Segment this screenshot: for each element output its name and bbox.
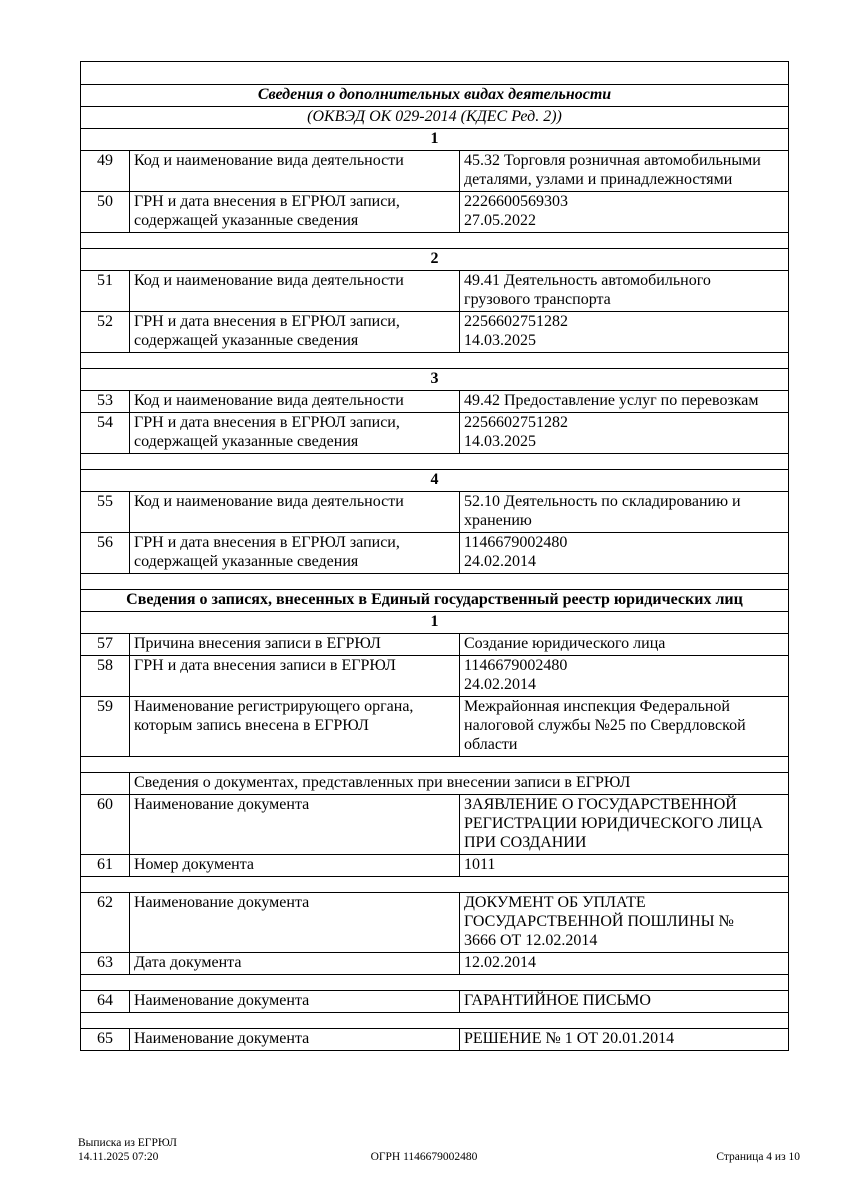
value-line: 49.42 Предоставление услуг по перевозкам bbox=[464, 392, 759, 409]
value-line: Межрайонная инспекция Федеральной bbox=[464, 698, 730, 715]
value-line: ГАРАНТИЙНОЕ ПИСЬМО bbox=[464, 992, 651, 1009]
label-line: Наименование регистрирующего органа, bbox=[134, 698, 414, 715]
table-row bbox=[81, 1029, 789, 1051]
spacer-cell bbox=[81, 233, 789, 249]
value-line: 24.02.2014 bbox=[464, 676, 536, 693]
row-label-cell bbox=[130, 634, 460, 656]
value-line: 52.10 Деятельность по складированию и bbox=[464, 493, 741, 510]
table-row bbox=[81, 413, 789, 454]
value-line: ГОСУДАРСТВЕННОЙ ПОШЛИНЫ № bbox=[464, 913, 734, 930]
spacer-cell bbox=[81, 877, 789, 893]
spacer-row bbox=[81, 233, 789, 249]
label-line: ГРН и дата внесения в ЕГРЮЛ записи, bbox=[134, 534, 400, 551]
label-line: Наименование документа bbox=[134, 1030, 310, 1047]
block-number-row bbox=[81, 369, 789, 391]
label-line: Наименование документа bbox=[134, 894, 310, 911]
label-line: содержащей указанные сведения bbox=[134, 212, 359, 229]
row-value-cell bbox=[460, 656, 789, 697]
spacer-row bbox=[81, 62, 789, 85]
row-label-cell bbox=[130, 893, 460, 953]
row-number-cell: 63 bbox=[81, 953, 130, 975]
section-header-row bbox=[81, 107, 789, 129]
block-number-row bbox=[81, 249, 789, 271]
block-number: 2 bbox=[81, 249, 789, 271]
value-line: деталями, узлами и принадлежностями bbox=[464, 171, 733, 188]
block-number: 1 bbox=[81, 129, 789, 151]
footer-page-number: Страница 4 из 10 bbox=[716, 1151, 800, 1163]
value-line: 2256602751282 bbox=[464, 313, 568, 330]
label-line: которым запись внесена в ЕГРЮЛ bbox=[134, 717, 369, 734]
label-line: содержащей указанные сведения bbox=[134, 553, 359, 570]
spacer-cell bbox=[81, 454, 789, 470]
label-line: ГРН и дата внесения в ЕГРЮЛ записи, bbox=[134, 313, 400, 330]
value-line: 24.02.2014 bbox=[464, 553, 536, 570]
value-line: 3666 ОТ 12.02.2014 bbox=[464, 932, 598, 949]
row-label-cell bbox=[130, 533, 460, 574]
section-header-row bbox=[81, 85, 789, 107]
label-line: ГРН и дата внесения записи в ЕГРЮЛ bbox=[134, 657, 396, 674]
table-row bbox=[81, 795, 789, 855]
row-value-cell bbox=[460, 953, 789, 975]
row-number-cell: 57 bbox=[81, 634, 130, 656]
label-line: ГРН и дата внесения в ЕГРЮЛ записи, bbox=[134, 193, 400, 210]
row-number-cell: 54 bbox=[81, 413, 130, 454]
value-line: налоговой службы №25 по Свердловской bbox=[464, 717, 746, 734]
footer-ogrn: ОГРН 1146679002480 bbox=[370, 1151, 478, 1163]
row-value-cell bbox=[460, 893, 789, 953]
row-number-cell: 61 bbox=[81, 855, 130, 877]
label-line: содержащей указанные сведения bbox=[134, 433, 359, 450]
table-row bbox=[81, 312, 789, 353]
row-number-cell: 62 bbox=[81, 893, 130, 953]
value-line: 2256602751282 bbox=[464, 414, 568, 431]
spacer-row bbox=[81, 975, 789, 991]
row-number-cell: 55 bbox=[81, 492, 130, 533]
row-label-cell bbox=[130, 192, 460, 233]
value-line: РЕГИСТРАЦИИ ЮРИДИЧЕСКОГО ЛИЦА bbox=[464, 815, 763, 832]
table-row bbox=[81, 151, 789, 192]
row-number-cell: 53 bbox=[81, 391, 130, 413]
spacer-row bbox=[81, 454, 789, 470]
value-line: 12.02.2014 bbox=[464, 954, 536, 971]
spacer-cell bbox=[81, 757, 789, 773]
row-value-cell bbox=[460, 1029, 789, 1051]
spacer-row bbox=[81, 757, 789, 773]
table-row bbox=[81, 697, 789, 757]
label-line: Наименование документа bbox=[134, 992, 310, 1009]
row-value-cell bbox=[460, 312, 789, 353]
table-row bbox=[81, 855, 789, 877]
spacer-cell bbox=[81, 62, 789, 85]
row-number-cell: 65 bbox=[81, 1029, 130, 1051]
value-line: РЕШЕНИЕ № 1 ОТ 20.01.2014 bbox=[464, 1030, 675, 1047]
table-row bbox=[81, 192, 789, 233]
value-line: 1146679002480 bbox=[464, 657, 568, 674]
footer-extract-datetime: 14.11.2025 07:20 bbox=[78, 1151, 159, 1163]
value-line: 45.32 Торговля розничная автомобильными bbox=[464, 152, 761, 169]
row-value-cell bbox=[460, 697, 789, 757]
row-label-cell bbox=[130, 855, 460, 877]
spacer-cell bbox=[81, 975, 789, 991]
row-number-cell: 59 bbox=[81, 697, 130, 757]
egrul-extract-table bbox=[80, 61, 789, 1051]
table-row bbox=[81, 271, 789, 312]
row-value-cell bbox=[460, 271, 789, 312]
block-number: 3 bbox=[81, 369, 789, 391]
value-line: 2226600569303 bbox=[464, 193, 568, 210]
label-line: Причина внесения записи в ЕГРЮЛ bbox=[134, 635, 381, 652]
label-line: Код и наименование вида деятельности bbox=[134, 392, 404, 409]
spacer-cell bbox=[81, 353, 789, 369]
value-line: области bbox=[464, 736, 518, 753]
table-row bbox=[81, 953, 789, 975]
row-number-cell bbox=[81, 773, 130, 795]
value-line: 14.03.2025 bbox=[464, 332, 536, 349]
subsection-title: Сведения о документах, представленных при внесении записи в ЕГРЮЛ bbox=[130, 773, 789, 795]
spacer-row bbox=[81, 1013, 789, 1029]
label-line: Код и наименование вида деятельности bbox=[134, 493, 404, 510]
spacer-row bbox=[81, 353, 789, 369]
row-value-cell bbox=[460, 795, 789, 855]
table-row bbox=[81, 533, 789, 574]
value-line: ПРИ СОЗДАНИИ bbox=[464, 834, 587, 851]
footer-extract-title: Выписка из ЕГРЮЛ bbox=[78, 1137, 177, 1149]
row-number-cell: 52 bbox=[81, 312, 130, 353]
value-line: 1011 bbox=[464, 856, 496, 873]
spacer-cell bbox=[81, 1013, 789, 1029]
row-number-cell: 58 bbox=[81, 656, 130, 697]
spacer-row bbox=[81, 574, 789, 590]
row-value-cell bbox=[460, 991, 789, 1013]
row-label-cell bbox=[130, 991, 460, 1013]
label-line: Дата документа bbox=[134, 954, 242, 971]
row-label-cell bbox=[130, 656, 460, 697]
section-header-row bbox=[81, 590, 789, 612]
label-line: Наименование документа bbox=[134, 796, 310, 813]
label-line: содержащей указанные сведения bbox=[134, 332, 359, 349]
value-line: ЗАЯВЛЕНИЕ О ГОСУДАРСТВЕННОЙ bbox=[464, 796, 737, 813]
table-row bbox=[81, 991, 789, 1013]
section-title: (ОКВЭД ОК 029-2014 (КДЕС Ред. 2)) bbox=[81, 107, 789, 129]
block-number-row bbox=[81, 129, 789, 151]
table-row bbox=[81, 634, 789, 656]
table-row bbox=[81, 492, 789, 533]
row-label-cell bbox=[130, 492, 460, 533]
row-number-cell: 64 bbox=[81, 991, 130, 1013]
block-number: 4 bbox=[81, 470, 789, 492]
section-title: Сведения о дополнительных видах деятельности bbox=[81, 85, 789, 107]
row-value-cell bbox=[460, 634, 789, 656]
row-number-cell: 49 bbox=[81, 151, 130, 192]
label-line: Номер документа bbox=[134, 856, 255, 873]
subsection-header-row bbox=[81, 773, 789, 795]
section-title: Сведения о записях, внесенных в Единый государственный реестр юридических лиц bbox=[81, 590, 789, 612]
block-number-row bbox=[81, 612, 789, 634]
label-line: ГРН и дата внесения в ЕГРЮЛ записи, bbox=[134, 414, 400, 431]
row-number-cell: 50 bbox=[81, 192, 130, 233]
row-label-cell bbox=[130, 795, 460, 855]
row-label-cell bbox=[130, 697, 460, 757]
value-line: 14.03.2025 bbox=[464, 433, 536, 450]
row-value-cell bbox=[460, 391, 789, 413]
spacer-row bbox=[81, 877, 789, 893]
row-value-cell bbox=[460, 151, 789, 192]
value-line: хранению bbox=[464, 512, 532, 529]
spacer-cell bbox=[81, 574, 789, 590]
row-label-cell bbox=[130, 271, 460, 312]
row-value-cell bbox=[460, 855, 789, 877]
label-line: Код и наименование вида деятельности bbox=[134, 272, 404, 289]
block-number-row bbox=[81, 470, 789, 492]
row-value-cell bbox=[460, 533, 789, 574]
value-line: 27.05.2022 bbox=[464, 212, 536, 229]
value-line: Создание юридического лица bbox=[464, 635, 666, 652]
table-row bbox=[81, 656, 789, 697]
row-label-cell bbox=[130, 1029, 460, 1051]
row-label-cell bbox=[130, 312, 460, 353]
table-row bbox=[81, 391, 789, 413]
row-label-cell bbox=[130, 391, 460, 413]
row-number-cell: 60 bbox=[81, 795, 130, 855]
row-label-cell bbox=[130, 953, 460, 975]
value-line: ДОКУМЕНТ ОБ УПЛАТЕ bbox=[464, 894, 646, 911]
row-value-cell bbox=[460, 492, 789, 533]
row-label-cell bbox=[130, 413, 460, 454]
row-number-cell: 56 bbox=[81, 533, 130, 574]
value-line: 1146679002480 bbox=[464, 534, 568, 551]
value-line: 49.41 Деятельность автомобильного bbox=[464, 272, 711, 289]
value-line: грузового транспорта bbox=[464, 291, 611, 308]
row-number-cell: 51 bbox=[81, 271, 130, 312]
row-value-cell bbox=[460, 192, 789, 233]
label-line: Код и наименование вида деятельности bbox=[134, 152, 404, 169]
block-number: 1 bbox=[81, 612, 789, 634]
row-value-cell bbox=[460, 413, 789, 454]
table-row bbox=[81, 893, 789, 953]
row-label-cell bbox=[130, 151, 460, 192]
